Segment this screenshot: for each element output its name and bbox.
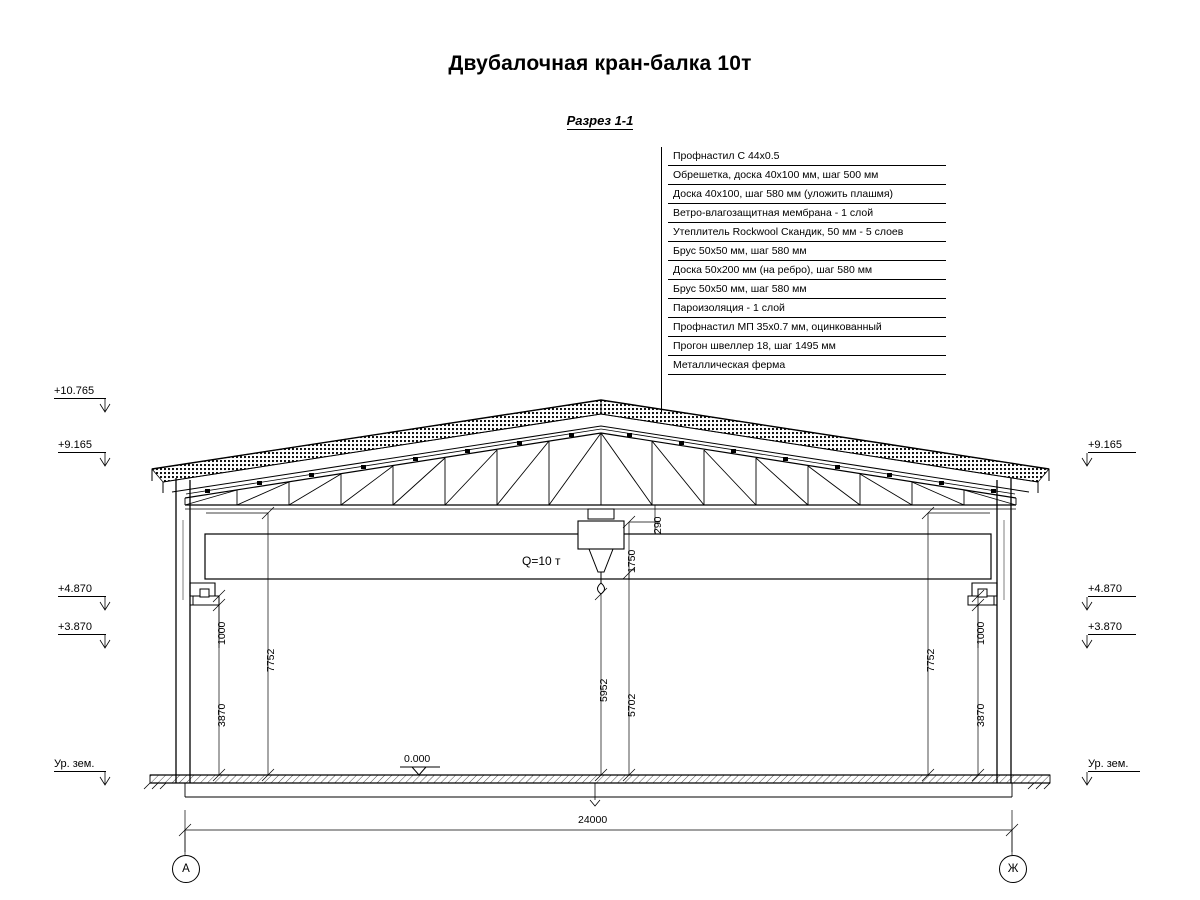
- level-value: Ур. зем.: [54, 758, 95, 770]
- layer-label: Доска 50х200 мм (на ребро), шаг 580 мм: [668, 261, 946, 280]
- dimension-1000-left: 1000: [216, 621, 228, 645]
- dimension-7752-right: 7752: [925, 648, 937, 672]
- dimension-1000-right: 1000: [975, 621, 987, 645]
- level-mark-right-3870: [1088, 621, 1136, 635]
- level-mark-right-9165: [1088, 439, 1136, 453]
- layer-label: Профнастил МП 35х0.7 мм, оцинкованный: [668, 318, 946, 337]
- level-mark-right-ground: [1088, 758, 1140, 772]
- axis-bubble-right: Ж: [999, 855, 1027, 883]
- level-value: +4.870: [1088, 583, 1122, 595]
- level-mark-left-9165: [58, 439, 106, 453]
- layer-label: Ветро-влагозащитная мембрана - 1 слой: [668, 204, 946, 223]
- level-value: +4.870: [58, 583, 92, 595]
- layer-label: Брус 50х50 мм, шаг 580 мм: [668, 280, 946, 299]
- level-mark-right-4870: [1088, 583, 1136, 597]
- dimension-5702: 5702: [626, 693, 638, 717]
- level-underline: [1088, 596, 1136, 597]
- table-row: [668, 147, 946, 166]
- level-underline: [1088, 452, 1136, 453]
- level-underline: [58, 596, 106, 597]
- table-row: [668, 166, 946, 185]
- table-row: [668, 242, 946, 261]
- level-value: +3.870: [1088, 621, 1122, 633]
- level-mark-left-10765: [54, 385, 106, 399]
- level-value: +9.165: [1088, 439, 1122, 451]
- level-underline: [54, 771, 106, 772]
- level-mark-left-4870: [58, 583, 106, 597]
- table-row: [668, 185, 946, 204]
- page-title: Двубалочная кран-балка 10т: [448, 52, 752, 75]
- spec-leader-line: [661, 147, 662, 412]
- layer-label: Профнастил С 44х0.5: [668, 147, 946, 166]
- layer-label: Брус 50х50 мм, шаг 580 мм: [668, 242, 946, 261]
- dimension-24000: 24000: [578, 814, 608, 826]
- axis-bubble-left: А: [172, 855, 200, 883]
- table-row: [668, 299, 946, 318]
- level-value: +10.765: [54, 385, 95, 397]
- level-underline: [58, 634, 106, 635]
- dimension-290: 290: [652, 516, 664, 534]
- table-row: [668, 318, 946, 337]
- table-row: [668, 280, 946, 299]
- dimension-5952: 5952: [598, 678, 610, 702]
- level-mark-left-ground: [54, 758, 106, 772]
- dimension-1750: 1750: [626, 549, 638, 573]
- layer-label: Обрешетка, доска 40х100 мм, шаг 500 мм: [668, 166, 946, 185]
- layer-label: Доска 40х100, шаг 580 мм (уложить плашмя): [668, 185, 946, 204]
- level-underline: [1088, 634, 1136, 635]
- section-subtitle-text: Разрез 1-1: [566, 113, 634, 128]
- table-row: [668, 223, 946, 242]
- table-row: [668, 204, 946, 223]
- zero-level-label: 0.000: [404, 753, 431, 765]
- level-value: +9.165: [58, 439, 92, 451]
- crane-capacity-label: Q=10 т: [522, 554, 561, 568]
- level-underline: [58, 452, 106, 453]
- table-row: [668, 261, 946, 280]
- dimension-7752-left: 7752: [265, 648, 277, 672]
- roof-layers-table: [668, 147, 946, 375]
- table-row: [668, 337, 946, 356]
- level-value: +3.870: [58, 621, 92, 633]
- dimension-3870-left: 3870: [216, 703, 228, 727]
- layer-label: Утеплитель Rockwool Скандик, 50 мм - 5 слоев: [668, 223, 946, 242]
- table-row: [668, 356, 946, 375]
- dimension-3870-right: 3870: [975, 703, 987, 727]
- layer-label: Металлическая ферма: [668, 356, 946, 375]
- level-mark-left-3870: [58, 621, 106, 635]
- level-underline: [1088, 771, 1140, 772]
- level-value: Ур. зем.: [1088, 758, 1129, 770]
- level-underline: [54, 398, 106, 399]
- layer-label: Прогон швеллер 18, шаг 1495 мм: [668, 337, 946, 356]
- layer-label: Пароизоляция - 1 слой: [668, 299, 946, 318]
